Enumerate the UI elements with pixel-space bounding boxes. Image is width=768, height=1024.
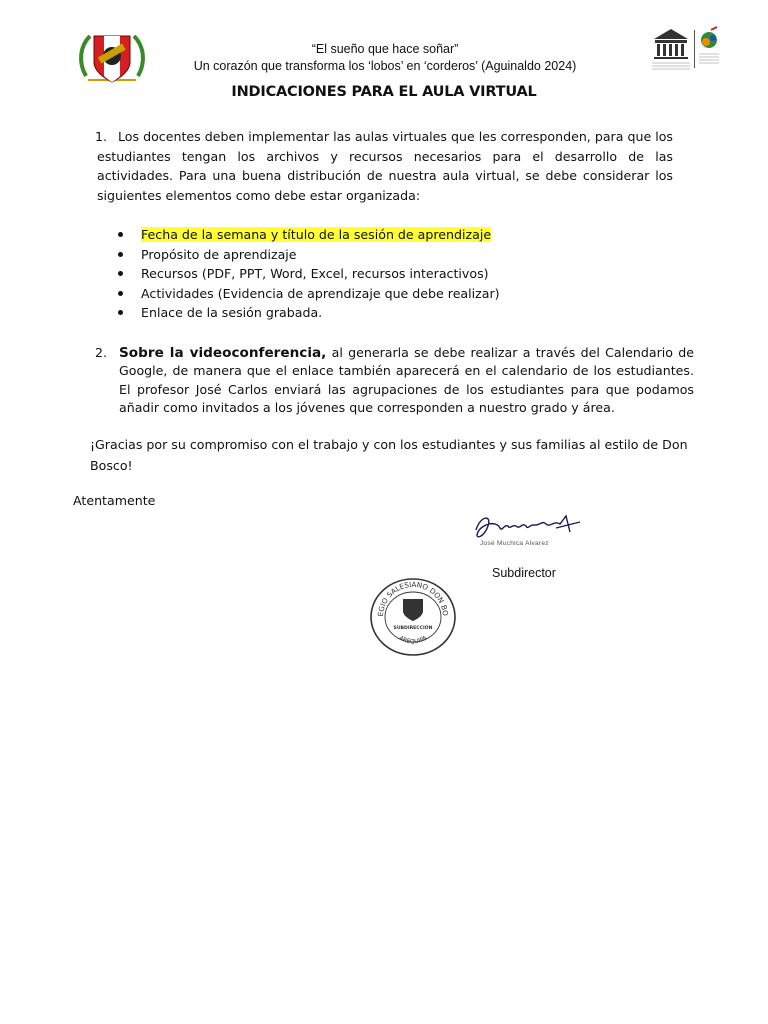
motto-line-1: “El sueño que hace soñar” [311,42,459,56]
elements-list [118,225,500,323]
item-2-bold: Sobre la videoconferencia, [119,345,327,361]
list-item-text: Actividades (Evidencia de aprendizaje que debe realizar) [141,285,500,301]
item-1-number: 1. [95,129,108,144]
document-title: INDICACIONES PARA EL AULA VIRTUAL [231,84,537,100]
svg-text:SUBDIRECCIÓN: SUBDIRECCIÓN [393,626,433,631]
list-item [118,303,500,323]
item-2-number: 2. [95,345,108,360]
divider-line [694,30,695,68]
list-item-text: Enlace de la sesión grabada. [141,305,323,321]
bullet-icon [118,252,123,257]
unesco-schools-logo [697,26,723,70]
item-2-body [97,344,694,417]
closing-text: Atentamente [73,493,156,508]
item-2-text: al generarla se debe realizar a través del Calendario de Google, de manera que el enlace también aparecerá en el calendario de los estudiantes. El profesor José Carlos enviará las agrupaciones de los estudiantes para que podamos añadir como invitados a los jóvenes que corresponden a nuestro grado y área. [119,345,694,415]
bullet-icon [118,291,123,296]
list-item-text: Recursos (PDF, PPT, Word, Excel, recursos interactivos) [141,266,489,282]
list-item [118,264,500,284]
unesco-logo [650,27,692,71]
bullet-icon [118,271,123,276]
item-1-text: Los docentes deben implementar las aulas virtuales que les corresponden, para que los estudiantes tengan los archivos y recursos necesarios para el desarrollo de las actividades. Para una buena distribución de nuestra aula virtual, se debe considerar los siguientes elementos como debe estar organizada: [97,129,673,203]
thanks-paragraph: ¡Gracias por su compromiso con el trabajo y con los estudiantes y sus familias al estilo de Don Bosco! [90,437,688,473]
list-item-text-highlighted: Fecha de la semana y título de la sesión de aprendizaje [141,227,492,242]
school-stamp [369,577,457,657]
list-item [118,284,500,304]
signer-role: Subdirector [492,566,556,580]
list-item [118,225,500,245]
motto-line-2: Un corazón que transforma los ‘lobos’ en ‘corderos’ (Aguinaldo 2024) [193,59,577,73]
instruction-item-1 [97,127,673,205]
svg-text:AREQUIPA: AREQUIPA [397,634,429,646]
list-item-text: Propósito de aprendizaje [141,246,297,262]
svg-text:COLEGIO SALESIANO DON BOSCO: EGIO SALESIANO DON BO [375,579,451,617]
instruction-item-2 [97,344,694,417]
bullet-icon [118,232,123,237]
bullet-icon [118,310,123,315]
handwritten-signature [470,510,586,544]
signer-name: José Muchica Alvarez [480,540,549,547]
list-item [118,245,500,265]
